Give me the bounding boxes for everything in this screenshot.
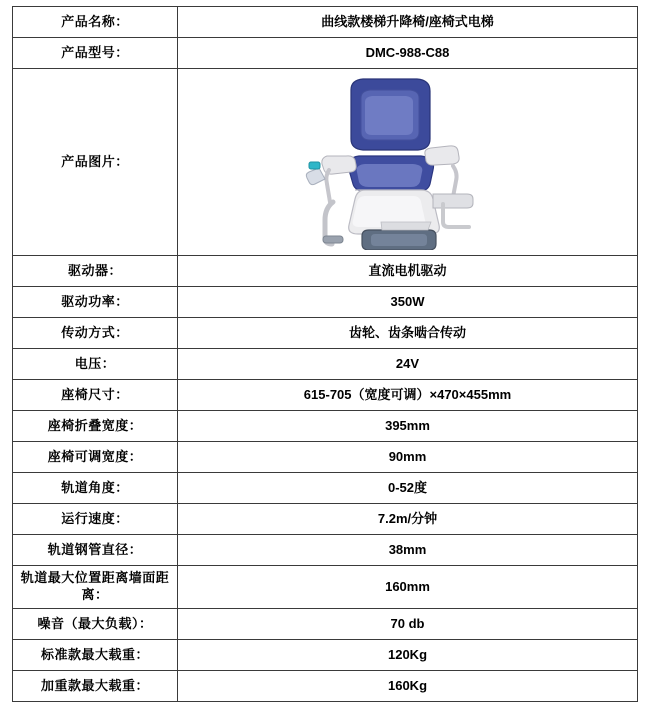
row-label-drive-power: 驱动功率： bbox=[13, 287, 178, 318]
row-value-drive-power: 350W bbox=[178, 287, 638, 318]
table-row bbox=[13, 608, 638, 639]
row-label-rail-angle: 轨道角度： bbox=[13, 473, 178, 504]
table-row bbox=[13, 535, 638, 566]
table-row bbox=[13, 473, 638, 504]
spec-table-body bbox=[13, 7, 638, 702]
row-value-product-name: 曲线款楼梯升降椅/座椅式电梯 bbox=[178, 7, 638, 38]
row-label-product-name: 产品名称： bbox=[13, 7, 178, 38]
row-value-product-image bbox=[178, 69, 638, 256]
row-label-seat-adjustable-width: 座椅可调宽度： bbox=[13, 442, 178, 473]
row-value-rail-angle: 0-52度 bbox=[178, 473, 638, 504]
row-value-transmission: 齿轮、齿条啮合传动 bbox=[178, 318, 638, 349]
table-row bbox=[13, 566, 638, 609]
row-label-speed: 运行速度： bbox=[13, 504, 178, 535]
row-label-seat-size: 座椅尺寸： bbox=[13, 380, 178, 411]
row-label-product-model: 产品型号： bbox=[13, 38, 178, 69]
table-row bbox=[13, 69, 638, 256]
stair-lift-chair-photo bbox=[180, 74, 635, 250]
row-label-driver: 驱动器： bbox=[13, 256, 178, 287]
row-label-rail-wall-distance: 轨道最大位置距离墙面距离： bbox=[13, 566, 178, 609]
row-value-noise: 70 db bbox=[178, 608, 638, 639]
table-row bbox=[13, 287, 638, 318]
spec-table bbox=[12, 6, 638, 702]
row-value-seat-size: 615-705（宽度可调）×470×455mm bbox=[178, 380, 638, 411]
table-row bbox=[13, 349, 638, 380]
table-row bbox=[13, 411, 638, 442]
row-label-noise: 噪音（最大负载）： bbox=[13, 608, 178, 639]
row-label-seat-folded-width: 座椅折叠宽度： bbox=[13, 411, 178, 442]
row-value-voltage: 24V bbox=[178, 349, 638, 380]
row-value-rail-wall-distance: 160mm bbox=[178, 566, 638, 609]
table-row bbox=[13, 7, 638, 38]
table-row bbox=[13, 380, 638, 411]
table-row bbox=[13, 318, 638, 349]
row-value-speed: 7.2m/分钟 bbox=[178, 504, 638, 535]
row-value-product-model: DMC-988-C88 bbox=[178, 38, 638, 69]
row-value-rail-tube-diameter: 38mm bbox=[178, 535, 638, 566]
row-value-seat-adjustable-width: 90mm bbox=[178, 442, 638, 473]
table-row bbox=[13, 639, 638, 670]
table-row bbox=[13, 38, 638, 69]
table-row bbox=[13, 442, 638, 473]
row-label-transmission: 传动方式： bbox=[13, 318, 178, 349]
row-label-rail-tube-diameter: 轨道钢管直径： bbox=[13, 535, 178, 566]
spec-sheet bbox=[0, 6, 650, 693]
row-value-standard-capacity: 120Kg bbox=[178, 639, 638, 670]
table-row bbox=[13, 670, 638, 701]
row-value-seat-folded-width: 395mm bbox=[178, 411, 638, 442]
row-label-standard-capacity: 标准款最大载重： bbox=[13, 639, 178, 670]
row-value-heavy-capacity: 160Kg bbox=[178, 670, 638, 701]
row-label-voltage: 电压： bbox=[13, 349, 178, 380]
table-row bbox=[13, 256, 638, 287]
table-row bbox=[13, 504, 638, 535]
row-label-heavy-capacity: 加重款最大载重： bbox=[13, 670, 178, 701]
stair-lift-chair-illustration bbox=[293, 74, 523, 250]
row-label-product-image: 产品图片： bbox=[13, 69, 178, 256]
row-value-driver: 直流电机驱动 bbox=[178, 256, 638, 287]
